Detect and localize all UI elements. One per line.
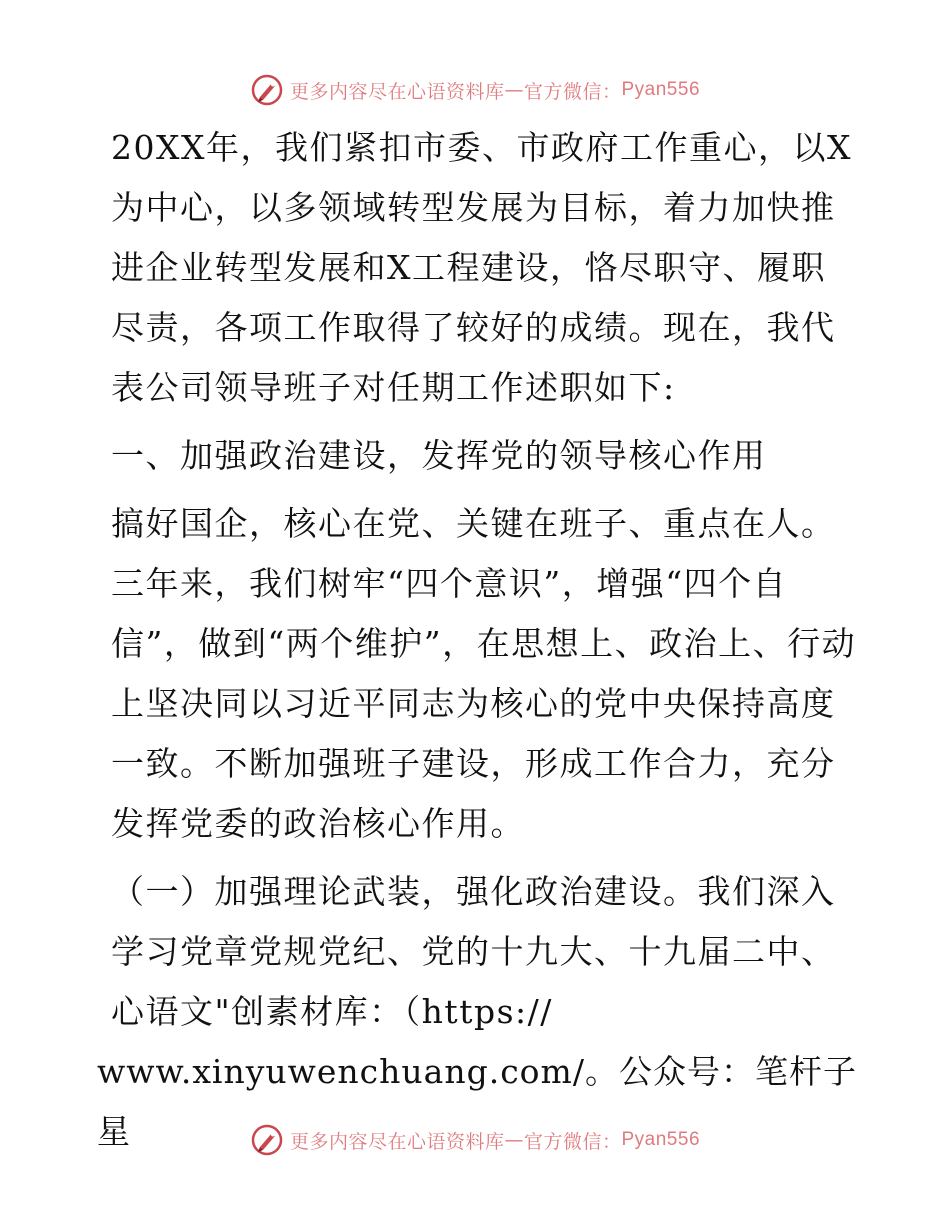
watermark-wechat-label: 官方微信： xyxy=(523,1130,622,1153)
watermark-banner-bottom xyxy=(0,1120,950,1160)
section-heading: 一、加强政治建设，发挥党的领导核心作用 xyxy=(111,436,767,475)
url-line: www.xinyuwenchuang.com/。公众号：笔杆子星 xyxy=(97,1052,857,1151)
pen-logo-icon xyxy=(250,1123,284,1157)
subsection-paragraph: （一）加强理论武装，强化政治建设。我们深入学习党章党规党纪、党的十九大、十九届二中、心语文"创素材库：（https:// xyxy=(111,872,836,1031)
watermark-banner-top xyxy=(0,70,950,110)
watermark-main-text: 更多内容尽在心语资料库 xyxy=(289,1130,505,1153)
document-body xyxy=(97,118,857,1162)
pen-logo-icon xyxy=(250,73,284,107)
watermark-wechat-label: 官方微信： xyxy=(523,80,622,103)
watermark-dash: — xyxy=(504,79,524,101)
watermark-wechat-id: Pyan556 xyxy=(621,79,701,100)
section-body-paragraph: 搞好国企，核心在党、关键在班子、重点在人。三年来，我们树牢“四个意识”，增强“四个自信”，做到“两个维护”，在思想上、政治上、行动上坚决同以习近平同志为核心的党中央保持高度一致。不断加强班子建设，形成工作合力，充分发挥党委的政治核心作用。 xyxy=(111,504,857,843)
watermark-dash: — xyxy=(504,1129,524,1151)
watermark-main-text: 更多内容尽在心语资料库 xyxy=(289,80,505,103)
watermark-wechat-id: Pyan556 xyxy=(621,1129,701,1150)
intro-paragraph: 20XX年，我们紧扣市委、市政府工作重心，以X为中心，以多领域转型发展为目标，着力加快推进企业转型发展和X工程建设，恪尽职守、履职尽责，各项工作取得了较好的成绩。现在，我代表公司领导班子对任期工作述职如下: xyxy=(111,128,852,407)
